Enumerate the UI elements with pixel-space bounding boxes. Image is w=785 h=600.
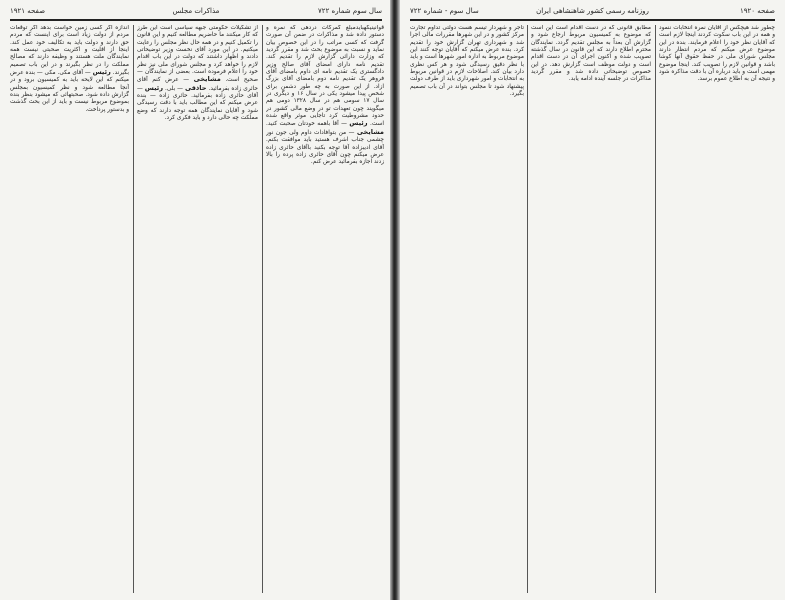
- paragraph-text: آقای ادیبزاده آقا توجه بکنید باآقای حائری زاده عرض میکنم چون آقای حائری زاده پرده را بالا زدند اجازه بفرمائید عرض کنم.: [266, 144, 384, 166]
- paragraph-text: از این صورت به چه طور دشمن برای شخص پیدا میشود یکی در سال ۱۶ و دیگری در سال ۱۷ سومی هم در سال ۱۳۲۸ دومی هم میگویند چون تعهدات تو در وضع مالی کشور در حدود مشروطیت کرد تاجایی موثر واقع شده است.: [266, 83, 384, 128]
- paragraph-text: چطور شد هیچکس از آقایان نمره انتخابات ننمود و همه در این باب سکوت کردند اینجا لازم است که آقایان نظر خود را اعلام فرمایند.: [659, 25, 775, 46]
- left-page: [0, 0, 392, 600]
- paragraph-text: — آقا باهمه خودتان صحبت کنید.: [266, 121, 350, 128]
- paragraph-text: مطابق قانونی که در دست اقدام است این است که موضوع به کمیسیون مربوط ارجاع شود و گزارش آن بعداً به مجلس تقدیم گردد.: [531, 25, 651, 46]
- text-column: [266, 25, 384, 593]
- speaker-name: حاذقی: [184, 83, 207, 92]
- paragraph-text: در این مورد آقای نخست وزیر توضیحاتی دادند و اظهار داشتند که دولت در این باب اقدام لازم را خواهد کرد و مجلس شورای ملی نیز نظر خود را اعلام فرموده است.: [137, 47, 258, 76]
- paragraph-text: در این خصوص توضیحاتی داده شد و مقرر گردید مذاکرات در جلسه آینده ادامه یابد.: [531, 61, 651, 83]
- page-spine: [390, 0, 400, 600]
- paragraph-text: تقدیم نامه دارای امضای آقای صالح وزیر دادگستری یک تقدیم نامه ای داوم بامضای آقای فروهر یک تقدیم نامه دوم بامضای آقای بزرگ ازاد.: [266, 61, 384, 90]
- column-text: [266, 25, 384, 167]
- paragraph-text: — من بتوافادات داوم ولی جون نور چشمی جناب اشرف هستید باید موافقت بکنم.: [266, 129, 384, 144]
- paragraph-text: — عرض کنم آقای حائری زاده بفرمائید.: [137, 77, 258, 92]
- page-title: مذاکرات مجلس: [172, 7, 220, 15]
- paragraph-text: — بلی.: [163, 85, 185, 92]
- paragraph-text: حائری زاده — بنده عرض میکنم که این مطالب باید با دقت رسیدگی شود و آقایان نمایندگان همه توجه دارند که وضع مملکت چه حالی دارد و باید فکری کرد.: [137, 93, 258, 122]
- speaker-name: مشایخی: [356, 127, 384, 136]
- column-divider: [527, 25, 528, 593]
- speaker-name: مشایخی: [193, 75, 221, 84]
- right-page: [400, 0, 785, 600]
- paragraph-text: — آقای مکی.: [55, 70, 93, 77]
- column-text: [659, 25, 775, 84]
- issue-number: سال سوم - شماره ۷۲۲: [410, 7, 479, 15]
- text-column: [10, 25, 129, 593]
- paragraph-text: صحبتهائی که میشود بنظر بنده بموضوع مربوط نیست و باید از این بحث گذشت و بدستور پرداخت.: [10, 92, 129, 113]
- paragraph-text: بعضی از نمایندگان — صحیح است.: [137, 69, 258, 84]
- column-divider: [262, 25, 263, 593]
- paragraph-text: بنده عرض میکنم که آقایان توجه کنند این موضوع مربوط به اداره امور شهرها است و باید با نظر دقیق رسیدگی شود و هر کس نظری دارد بیان کند.: [410, 47, 524, 76]
- text-column: [659, 25, 775, 593]
- paragraph-text: از تشکیلات حکومتی جبهه سیاسی است این طرز که کار میکنند ما حاضریم مطالعه کنیم و این قانون را تکمیل کنیم و در همه حال نظر مجلس را رعایت میکنیم.: [137, 25, 258, 54]
- text-column: [531, 25, 651, 593]
- header-rule: [10, 19, 382, 21]
- speaker-name: رئیس: [144, 83, 164, 92]
- column-text: [531, 25, 651, 84]
- column-text: [410, 25, 524, 98]
- paragraph-text: قوانینیکهبایدمبلغ گمرکات دردهی که نمره و دستور داده شد و مذاکرات در ضمن آن صورت گرفت که کسی مراتب را در این خصوص بیان نماید و نسبت به موضوع بحث شد و مقرر گردید که وزارت دارائی گزارش لازم را تقدیم کند.: [266, 25, 384, 61]
- text-column: [410, 25, 524, 593]
- issue-number: سال سوم شماره ۷۲۲: [318, 7, 382, 15]
- column-text: [10, 25, 129, 114]
- paragraph-text: مکی — بنده عرض میکنم که این لایحه باید به کمیسیون برود و در آنجا مطالعه شود و نظر کمیسیون بمجلس گزارش داده شود.: [10, 70, 129, 99]
- column-divider: [133, 25, 134, 593]
- paragraph-text: — آقای حائری زاده بفرمائید.: [137, 85, 258, 100]
- paragraph-text: اینجا از اقلیت و اکثریت صحبتی نیست همه نمایندگان ملت هستند و وظیفه دارند که مصالح مملکت را در نظر بگیرند و در این باب تصمیم بگیرند.: [10, 47, 129, 77]
- left-page-header: [10, 5, 382, 17]
- text-column: [137, 25, 258, 593]
- paragraph-text: اندازه اگر کسی زمین خواست بدهد اگر توقعات مردم از دولت زیاد است برای اینست که مردم حق دارند و دولت باید به تکالیف خود عمل کند.: [10, 25, 129, 46]
- page-number: صفحه ۱۹۲۱: [10, 7, 46, 15]
- paragraph-text: اینجا موضوع مهمی است و باید درباره آن با دقت مذاکره شود و نتیجه آن به اطلاع عموم برسد.: [659, 61, 775, 83]
- paragraph-text: نمایندگان محترم اطلاع دارند که این قانون در سال گذشته تصویب شده و اکنون اجرای آن در دست اقدام است و دولت موظف است گزارش دهد.: [531, 39, 651, 68]
- speaker-name: رئیس: [92, 68, 111, 77]
- speaker-name: رئیس: [349, 119, 368, 128]
- header-rule: [410, 19, 775, 21]
- column-divider: [655, 25, 656, 593]
- paragraph-text: بنده در این موضوع عرض میکنم که مردم انتظار دارند مجلس شورای ملی در حفظ حقوق آنها کوشا باشد و قوانین لازم را تصویب کند.: [659, 39, 775, 68]
- right-page-header: [410, 5, 775, 17]
- paragraph-text: تاجر و شهردار تیسم هست دولتی تداوم تجارت مرکز کشور و در این شهرها مقررات مالی اجرا شد و شهرداری تهران گزارش خود را تقدیم کرد.: [410, 25, 524, 54]
- page-number: صفحه ۱۹۲۰: [739, 7, 775, 15]
- paragraph-text: اصلاحات لازم در قوانین مربوط به انتخابات و امور شهرداری باید از طرف دولت پیشنهاد شود تا مجلس بتواند در آن باب تصمیم بگیرد.: [410, 69, 524, 98]
- column-text: [137, 25, 258, 122]
- page-title: روزنامه رسمی کشور شاهنشاهی ایران: [536, 7, 649, 15]
